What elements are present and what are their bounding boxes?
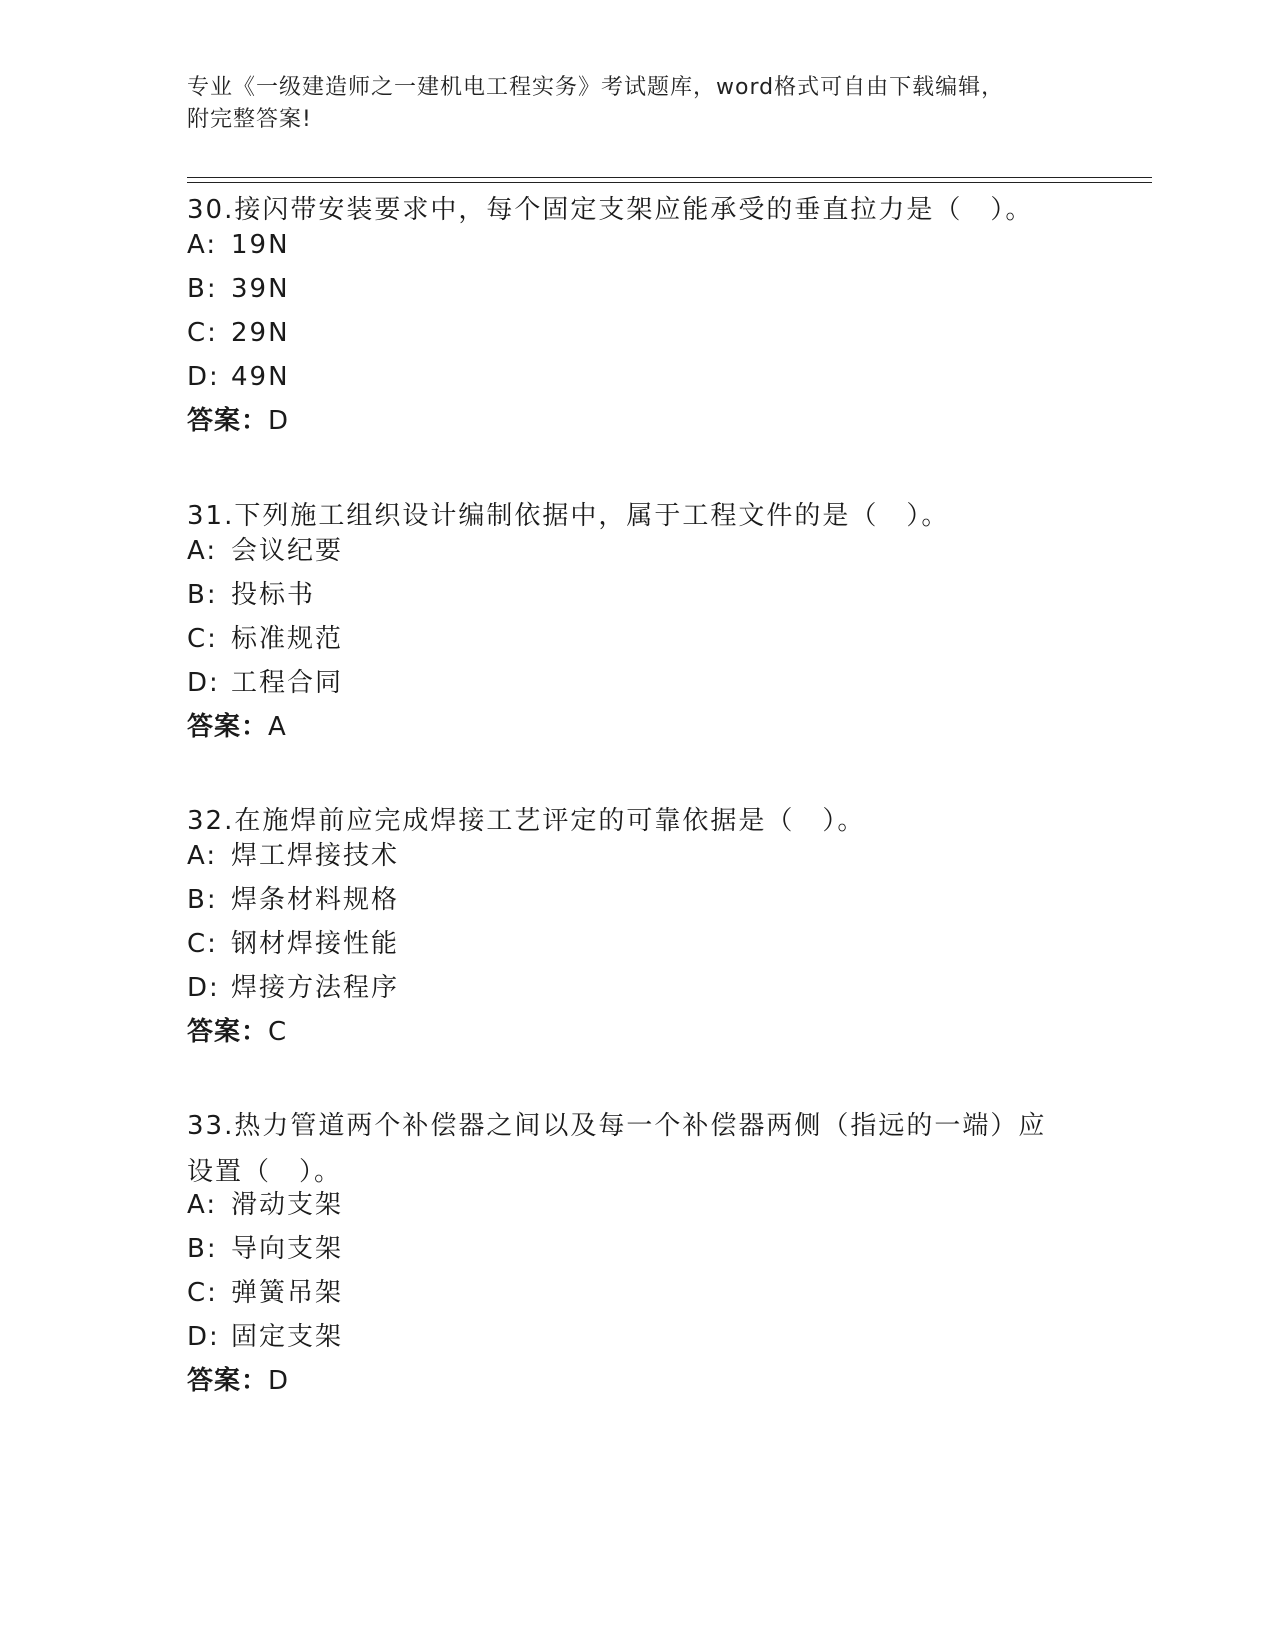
- question-32-option-c: [187, 927, 399, 961]
- question-31-option-d: [187, 666, 343, 700]
- option-text: 钢材焊接性能: [231, 929, 400, 959]
- answer-value: C: [268, 1017, 288, 1047]
- option-text: 19N: [231, 230, 290, 260]
- answer-value: A: [268, 712, 287, 742]
- header-line-2: 附完整答案!: [187, 107, 312, 132]
- option-letter: A:: [187, 1190, 218, 1220]
- question-30-line-1: 30.接闪带安装要求中，每个固定支架应能承受的垂直拉力是（ ）。: [187, 195, 1034, 225]
- question-30-answer: [187, 404, 289, 438]
- option-letter: D:: [187, 973, 220, 1003]
- option-text: 焊接方法程序: [231, 973, 400, 1003]
- question-33-option-b: [187, 1232, 343, 1266]
- option-letter: A:: [187, 230, 218, 260]
- option-letter: D:: [187, 668, 220, 698]
- header-divider-bottom: [187, 182, 1152, 183]
- answer-label: 答案：: [187, 1366, 269, 1396]
- header-line-1: 专业《一级建造师之一建机电工程实务》考试题库，word格式可自由下载编辑，: [187, 75, 1005, 100]
- question-33-option-d: [187, 1320, 343, 1354]
- option-text: 滑动支架: [231, 1190, 344, 1220]
- option-text: 标准规范: [231, 624, 344, 654]
- option-letter: C:: [187, 1278, 218, 1308]
- question-30-option-d: [187, 360, 290, 394]
- question-30-option-b: [187, 272, 290, 306]
- question-31-option-c: [187, 622, 343, 656]
- question-31-line-1: 31.下列施工组织设计编制依据中，属于工程文件的是（ ）。: [187, 501, 950, 531]
- option-text: 29N: [231, 318, 290, 348]
- option-letter: B:: [187, 885, 218, 915]
- question-30-option-c: [187, 316, 290, 350]
- option-letter: B:: [187, 274, 218, 304]
- question-33-option-a: [187, 1188, 343, 1222]
- option-letter: D:: [187, 362, 220, 392]
- option-text: 49N: [231, 362, 290, 392]
- question-31-answer: [187, 710, 287, 744]
- question-31-option-a: [187, 534, 343, 568]
- option-letter: B:: [187, 580, 218, 610]
- header-divider-top: [187, 177, 1152, 178]
- option-text: 导向支架: [231, 1234, 344, 1264]
- question-31-text: [187, 493, 1087, 539]
- question-33-line-2: 设置（ ）。: [187, 1157, 343, 1187]
- option-letter: A:: [187, 841, 218, 871]
- option-text: 弹簧吊架: [231, 1278, 344, 1308]
- question-32-line-1: 32.在施焊前应完成焊接工艺评定的可靠依据是（ ）。: [187, 806, 866, 836]
- question-30-option-a: [187, 228, 290, 262]
- question-32-answer: [187, 1015, 287, 1049]
- option-letter: B:: [187, 1234, 218, 1264]
- option-text: 投标书: [231, 580, 316, 610]
- option-letter: C:: [187, 929, 218, 959]
- answer-value: D: [268, 1366, 290, 1396]
- question-33-answer: [187, 1364, 289, 1398]
- question-33-text: [187, 1103, 1087, 1195]
- option-text: 焊条材料规格: [231, 885, 400, 915]
- answer-label: 答案：: [187, 406, 269, 436]
- option-text: 会议纪要: [231, 536, 344, 566]
- question-31-option-b: [187, 578, 315, 612]
- question-33-option-c: [187, 1276, 343, 1310]
- option-text: 39N: [231, 274, 290, 304]
- answer-label: 答案：: [187, 1017, 269, 1047]
- document-header: [187, 72, 1087, 136]
- question-32-option-b: [187, 883, 399, 917]
- question-32-text: [187, 798, 1087, 844]
- question-32-option-a: [187, 839, 399, 873]
- question-32-option-d: [187, 971, 399, 1005]
- option-text: 工程合同: [231, 668, 344, 698]
- option-text: 固定支架: [231, 1322, 344, 1352]
- answer-label: 答案：: [187, 712, 269, 742]
- answer-value: D: [268, 406, 290, 436]
- option-text: 焊工焊接技术: [231, 841, 400, 871]
- option-letter: D:: [187, 1322, 220, 1352]
- option-letter: C:: [187, 624, 218, 654]
- option-letter: A:: [187, 536, 218, 566]
- option-letter: C:: [187, 318, 218, 348]
- question-30-text: [187, 187, 1087, 233]
- question-33-line-1: 33.热力管道两个补偿器之间以及每一个补偿器两侧（指远的一端）应: [187, 1111, 1047, 1141]
